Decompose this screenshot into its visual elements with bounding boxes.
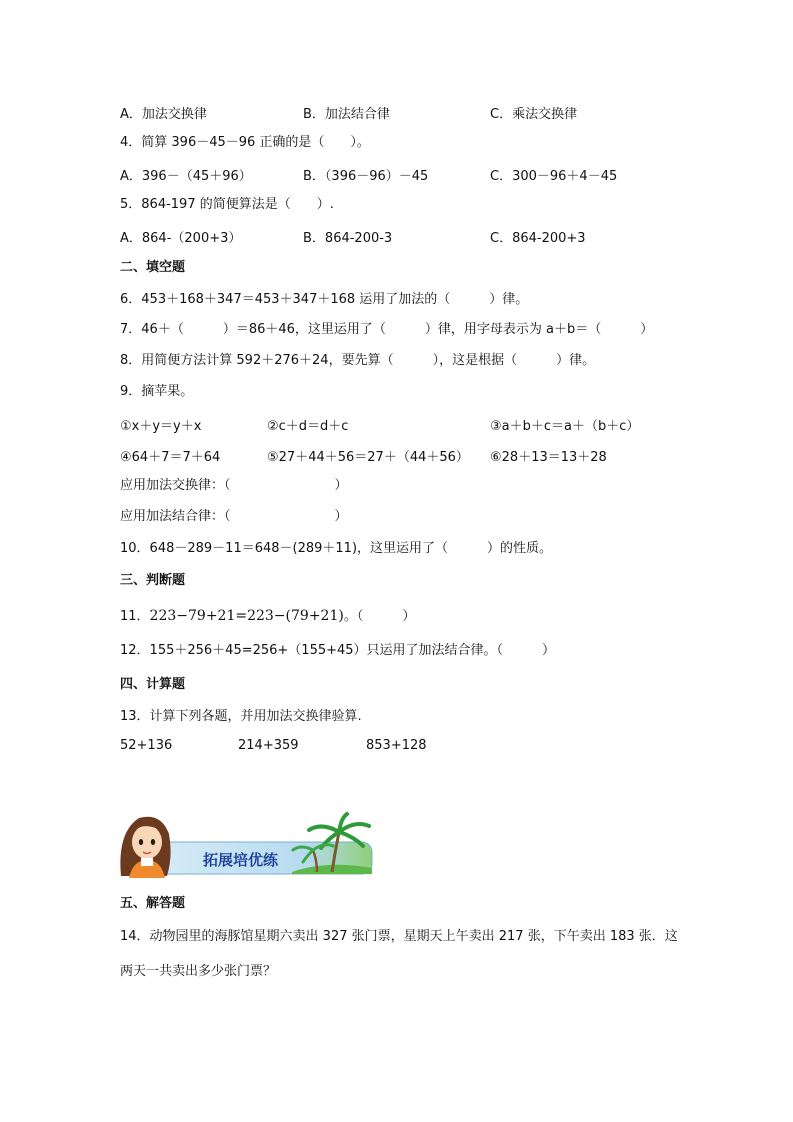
q13-item-1: 52+136 <box>120 738 173 753</box>
q5-option-a: A．864-（200+3） <box>120 231 242 246</box>
q13-text: 13．计算下列各题，并用加法交换律验算. <box>120 709 362 724</box>
q9-text: 9．摘苹果。 <box>120 384 194 399</box>
q6-text: 6．453＋168＋347＝453＋347＋168 运用了加法的（ ）律。 <box>120 292 529 307</box>
q9-item-2: ②c＋d＝d＋c <box>267 419 349 434</box>
q9-item-3: ③a＋b＋c＝a＋（b＋c） <box>490 419 640 434</box>
q12-text: 12．155＋256＋45=256+（155+45）只运用了加法结合律。（ ） <box>120 643 556 658</box>
q9-commutative-answer: 应用加法交换律：（ ） <box>120 478 348 493</box>
q9-associative-answer: 应用加法结合律：（ ） <box>120 509 348 524</box>
q4-option-b: B．（396－96）－45 <box>303 169 429 184</box>
q14-line-1: 14．动物园里的海豚馆星期六卖出 327 张门票，星期天上午卖出 217 张，下午卖出 183 张．这 <box>120 929 678 944</box>
girl-avatar-icon <box>120 817 170 878</box>
q11-number: 11． <box>120 609 150 624</box>
q14-line-2: 两天一共卖出多少张门票？ <box>120 964 277 979</box>
q5-option-b: B．864-200-3 <box>303 231 393 246</box>
q9-item-6: ⑥28＋13＝13＋28 <box>490 450 607 465</box>
q11-expression: 223−79+21=223−(79+21) <box>149 608 344 624</box>
q5-option-c: C．864-200+3 <box>490 231 586 246</box>
section-heading-word-problems: 五、解答题 <box>120 896 186 911</box>
banner-illustration <box>117 812 375 878</box>
q13-item-2: 214+359 <box>238 738 299 753</box>
q10-text: 10．648－289－11＝648－(289＋11)，这里运用了（ ）的性质。 <box>120 541 553 556</box>
banner-title: 拓展培优练 <box>203 851 279 869</box>
q4-option-c: C．300－96＋4－45 <box>490 169 618 184</box>
extension-practice-banner <box>117 812 375 878</box>
q11-text <box>120 607 415 626</box>
q9-item-1: ①x＋y＝y＋x <box>120 419 202 434</box>
section-heading-true-false: 三、判断题 <box>120 573 186 588</box>
q5-text: 5．864-197 的简便算法是（ ）. <box>120 197 334 212</box>
q8-text: 8．用简便方法计算 592＋276＋24，要先算（ ），这是根据（ ）律。 <box>120 353 596 368</box>
q3-option-a: A．加法交换律 <box>120 107 207 122</box>
q3-option-c: C．乘法交换律 <box>490 107 578 122</box>
q9-item-5: ⑤27＋44＋56＝27＋（44＋56） <box>267 450 469 465</box>
section-heading-fill-in: 二、填空题 <box>120 260 186 275</box>
section-heading-calculation: 四、计算题 <box>120 677 186 692</box>
q9-item-4: ④64＋7＝7＋64 <box>120 450 221 465</box>
q4-text: 4．简算 396－45－96 正确的是（ ）。 <box>120 135 370 150</box>
q11-tail: 。（ ） <box>343 609 416 624</box>
q3-option-b: B．加法结合律 <box>303 107 390 122</box>
q13-item-3: 853+128 <box>366 738 427 753</box>
q7-text: 7．46＋（ ）＝86＋46，这里运用了（ ）律，用字母表示为 a＋b＝（ ） <box>120 322 654 337</box>
q4-option-a: A．396－（45＋96） <box>120 169 252 184</box>
